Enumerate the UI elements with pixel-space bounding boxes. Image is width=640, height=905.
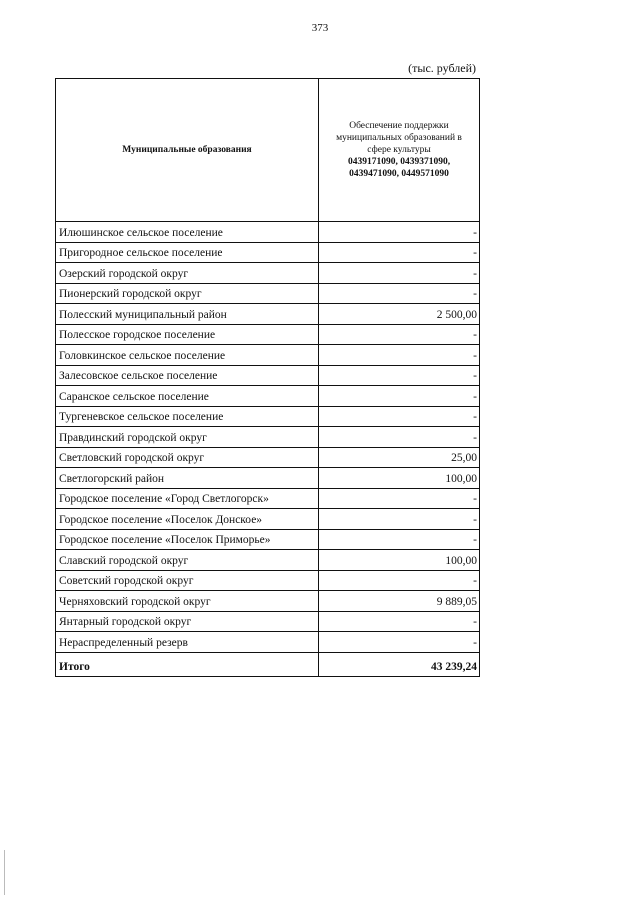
municipality-name: Городское поселение «Поселок Приморье» [56,529,319,550]
header-municipalities [56,79,319,222]
municipality-name: Славский городской округ [56,550,319,571]
header-support-line1: Обеспечение поддержки [349,121,449,131]
municipality-name: Саранское сельское поселение [56,386,319,407]
municipality-name: Головкинское сельское поселение [56,345,319,366]
funding-value: 2 500,00 [319,304,480,325]
units-label: (тыс. рублей) [408,61,476,75]
table-row [56,509,480,530]
funding-value: 100,00 [319,550,480,571]
header-support-line3: сфере культуры [367,145,431,155]
table-row [56,550,480,571]
table-row [56,242,480,263]
table-row [56,263,480,284]
table-row [56,488,480,509]
funding-value: - [319,529,480,550]
table-row [56,406,480,427]
municipality-name: Янтарный городской округ [56,611,319,632]
header-codes-line1: 0439171090, 0439371090, [347,157,451,167]
page-number: 373 [311,22,329,34]
funding-value: - [319,406,480,427]
funding-value: - [319,570,480,591]
funding-value: - [319,611,480,632]
table-row [56,365,480,386]
budget-table [55,78,480,677]
municipality-name: Нераспределенный резерв [56,632,319,653]
municipality-name: Тургеневское сельское поселение [56,406,319,427]
table-row [56,529,480,550]
funding-value: 100,00 [319,468,480,489]
municipality-name: Залесовское сельское поселение [56,365,319,386]
municipality-name: Советский городской округ [56,570,319,591]
funding-value: - [319,386,480,407]
funding-value: - [319,509,480,530]
funding-value: 9 889,05 [319,591,480,612]
municipality-name: Правдинский городской округ [56,427,319,448]
table-row [56,447,480,468]
table-row [56,591,480,612]
municipality-name: Черняховский городской округ [56,591,319,612]
municipality-name: Светлогорский район [56,468,319,489]
table-row [56,324,480,345]
total-label: Итого [56,652,319,676]
municipality-name: Городское поселение «Поселок Донское» [56,509,319,530]
table-row [56,386,480,407]
municipality-name: Светловский городской округ [56,447,319,468]
table-row [56,304,480,325]
table-row [56,427,480,448]
funding-value: - [319,283,480,304]
table-row [56,570,480,591]
municipality-name: Полесское городское поселение [56,324,319,345]
funding-value: - [319,427,480,448]
table-row [56,345,480,366]
municipality-name: Пригородное сельское поселение [56,242,319,263]
total-row [56,652,480,676]
table-row [56,283,480,304]
municipality-name: Городское поселение «Город Светлогорск» [56,488,319,509]
funding-value: - [319,242,480,263]
funding-value: - [319,222,480,243]
municipality-name: Пионерский городской округ [56,283,319,304]
header-culture-support [319,79,480,222]
table-row [56,222,480,243]
municipality-name: Полесский муниципальный район [56,304,319,325]
header-municipalities-label: Муниципальные образования [122,145,252,155]
funding-value: - [319,488,480,509]
funding-value: 25,00 [319,447,480,468]
header-codes-line2: 0439471090, 0449571090 [349,169,449,179]
header-support-line2: муниципальных образований в [336,133,462,143]
municipality-name: Озерский городской округ [56,263,319,284]
table-row [56,468,480,489]
funding-value: - [319,345,480,366]
funding-value: - [319,632,480,653]
scan-margin-mark [4,850,5,895]
table-row [56,611,480,632]
funding-value: - [319,324,480,345]
municipality-name: Илюшинское сельское поселение [56,222,319,243]
table-header-row [56,79,480,222]
funding-value: - [319,263,480,284]
table-row [56,632,480,653]
table-body [56,222,480,653]
funding-value: - [319,365,480,386]
total-value: 43 239,24 [319,652,480,676]
